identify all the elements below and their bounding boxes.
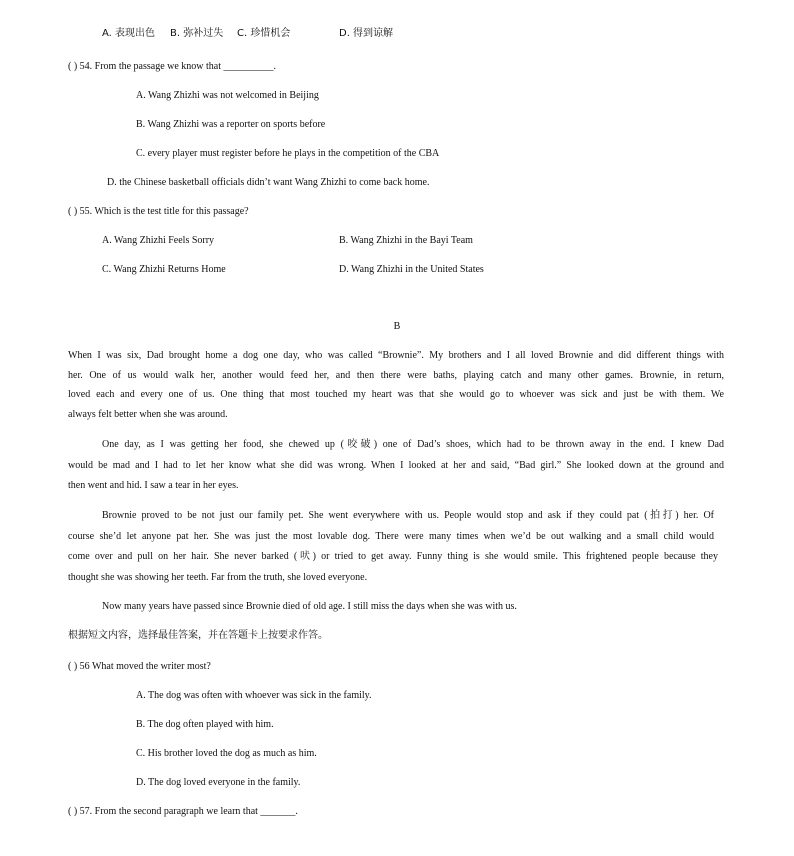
passage-p3-line: Brownie proved to be not just our family pet. She went everywhere with us. People would stop and ask if they could pat (拍打) her. Of (102, 510, 714, 521)
q56-option-d: D. The dog loved everyone in the family. (136, 777, 301, 788)
q55-option-c: C. Wang Zhizhi Returns Home (102, 264, 226, 275)
q55-option-b: B. Wang Zhizhi in the Bayi Team (339, 235, 473, 246)
q53-option-d: D. 得到谅解 (339, 28, 394, 39)
passage-p2-line: then went and hid. I saw a tear in her eyes. (68, 480, 239, 491)
q55-option-a: A. Wang Zhizhi Feels Sorry (102, 235, 215, 246)
q53-option-c: C. 珍惜机会 (237, 28, 291, 39)
q53-option-b: B. 弥补过失 (170, 28, 224, 39)
q53-option-a: A. 表现出色 (102, 28, 156, 39)
passage-p4-line: Now many years have passed since Brownie died of old age. I still miss the days when she was with us. (102, 601, 517, 612)
q56-option-b: B. The dog often played with him. (136, 719, 274, 730)
q57-stem: ( ) 57. From the second paragraph we learn that _______. (68, 806, 298, 817)
q54-stem: ( ) 54. From the passage we know that __________. (68, 61, 277, 72)
q54-option-a: A. Wang Zhizhi was not welcomed in Beijing (136, 90, 319, 101)
passage-p2-line: One day, as I was getting her food, she chewed up (咬破) one of Dad’s shoes, which had to be thrown away in the end. I knew Dad (102, 439, 724, 450)
q55-stem: ( ) 55. Which is the test title for this passage? (68, 206, 249, 217)
passage-p1-line: When I was six, Dad brought home a dog one day, who was called “Brownie”. My brothers and I all loved Brownie and did different things with (68, 350, 724, 361)
passage-p1-line: always felt better when she was around. (68, 409, 228, 420)
passage-p3-line: thought she was showing her teeth. Far from the truth, she loved everyone. (68, 572, 368, 583)
q54-option-c: C. every player must register before he plays in the competition of the CBA (136, 148, 440, 159)
q54-option-b: B. Wang Zhizhi was a reporter on sports before (136, 119, 326, 130)
q56-stem: ( ) 56 What moved the writer most? (68, 661, 211, 672)
q55-option-d: D. Wang Zhizhi in the United States (339, 264, 484, 275)
section-heading: B (393, 321, 401, 332)
instruction-text: 根据短文内容，选择最佳答案，并在答题卡上按要求作答。 (68, 630, 328, 641)
passage-p1-line: loved each and every one of us. One thing that most touched my heart was that she would go to whoever was sick and just be with them. We (68, 389, 724, 400)
passage-p1-line: her. One of us would walk her, another would feed her, and then there were baths, playing catch and many other games. Brownie, in return, (68, 370, 724, 381)
q56-option-c: C. His brother loved the dog as much as him. (136, 748, 317, 759)
passage-p3-line: course she’d let anyone pat her. She was just the most lovable dog. There were many times when we’d be out walking and a small child would (68, 531, 714, 542)
q54-option-d: D. the Chinese basketball officials didn’t want Wang Zhizhi to come back home. (107, 177, 430, 188)
q56-option-a: A. The dog was often with whoever was sick in the family. (136, 690, 372, 701)
passage-p3-line: come over and pull on her hair. She never barked (吠) or tried to get away. Funny thing is she would smile. This frightened people because they (68, 551, 718, 562)
passage-p2-line: would be mad and I had to let her know what she did was wrong. When I looked at her and said, “Bad girl.” She looked down at the ground and (68, 460, 724, 471)
